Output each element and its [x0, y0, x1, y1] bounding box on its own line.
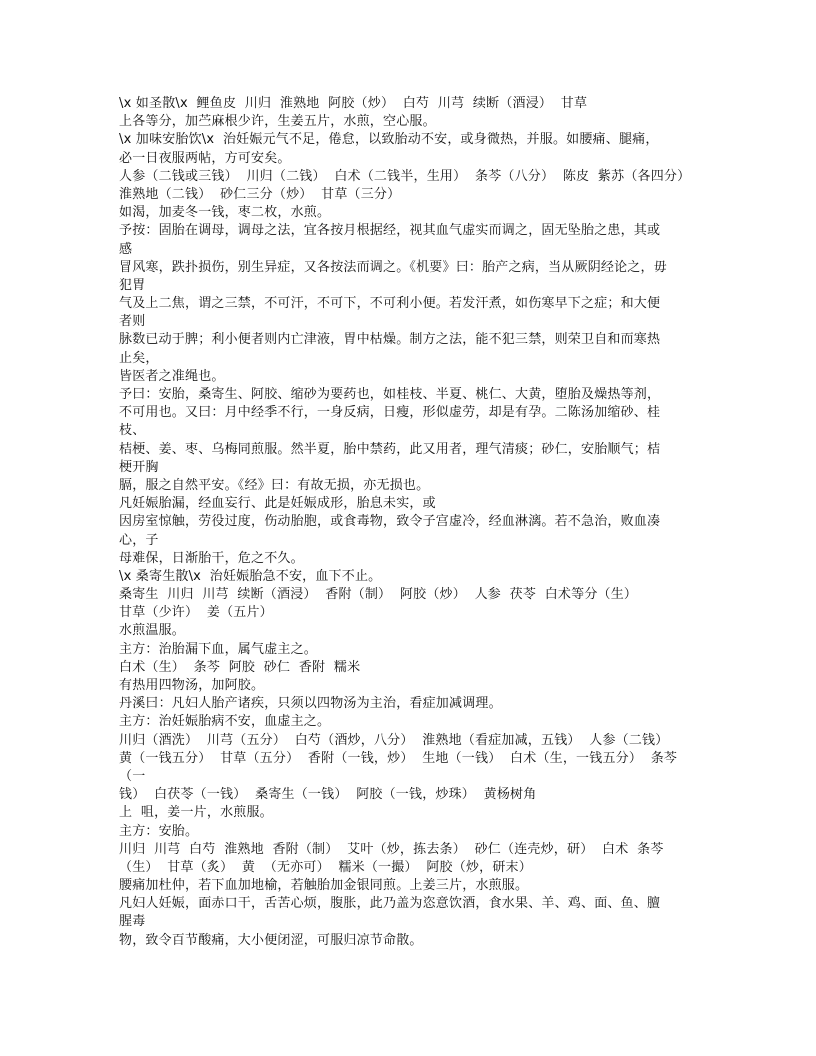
text-line: \x 桑寄生散\x 治妊娠胎急不安，血下不止。 [119, 568, 382, 584]
document-page [119, 95, 719, 950]
text-line: 予按：固胎在调母，调母之法，宜各按月根据经，视其血气虚实而调之，固无坠胎之患，其或 [119, 223, 661, 239]
text-line: 皆医者之准绳也。 [119, 368, 225, 384]
text-line: 有热用四物汤，加阿胶。 [119, 678, 265, 693]
text-line: 上各等分，加苎麻根少许，生姜五片，水煎，空心服。 [119, 114, 436, 130]
text-line: 黄（一钱五分） 甘草（五分） 香附（一钱，炒） 生地（一钱） 白术（生，一钱五分） 条芩 [119, 750, 678, 766]
text-line: 主方：安胎。 [119, 823, 199, 839]
text-line: \x 如圣散\x 鲤鱼皮 川归 淮熟地 阿胶（炒） 白芍 川芎 续断（酒浸） 甘草 [119, 96, 588, 111]
text-line: 凡妇人妊娠，面赤口干，舌苦心烦，腹胀，此乃盖为恣意饮酒，食水果、羊、鸡、面、鱼、膻 [119, 896, 661, 912]
text-line: 枝、 [119, 423, 146, 439]
text-line: 桔梗、姜、枣、乌梅同煎服。然半夏，胎中禁药，此又用者，理气清痰；砂仁，安胎顺气；桔 [119, 441, 661, 457]
text-line: 因房室惊触，劳役过度，伤动胎胞，或食毒物，致令子宫虚冷，经血淋漓。若不急治，败血凑 [119, 514, 661, 530]
text-line: 主方：治胎漏下血，属气虚主之。 [119, 641, 318, 657]
text-line: 丹溪曰：凡妇人胎产诸疾，只须以四物汤为主治，看症加减调理。 [119, 696, 502, 712]
text-line: （生） 甘草（炙） 黄 （无亦可） 糯米（一撮） 阿胶（炒，研末） [119, 859, 532, 875]
text-line: 川归 川芎 白芍 淮熟地 香附（制） 艾叶（炒，拣去条） 砂仁（连壳炒，研） 白术 条芩 [119, 841, 664, 857]
text-line: 不可用也。又曰：月中经季不行，一身反病，日瘦，形似虚劳，却是有孕。二陈汤加缩砂、桂 [119, 405, 661, 421]
text-line: 物，致令百节酸痛，大小便闭涩，可服归凉节命散。 [119, 932, 423, 948]
text-line: 人参（二钱或三钱） 川归（二钱） 白术（二钱半，生用） 条芩（八分） 陈皮 紫苏（各四分） [119, 168, 691, 184]
text-line: 桑寄生 川归 川芎 续断（酒浸） 香附（制） 阿胶（炒） 人参 茯苓 白术等分（生） [119, 587, 638, 603]
text-line: 犯胃 [119, 277, 146, 293]
text-line: 淮熟地（二钱） 砂仁三分（炒） 甘草（三分） [119, 186, 401, 202]
text-line: 膈，服之自然平安。《经》曰：有故无损，亦无损也。 [119, 477, 430, 493]
text-line: 甘草（少许） 姜（五片） [119, 605, 273, 621]
text-line: 腥毒 [119, 914, 146, 930]
text-line: 腰痛加杜仲，若下血加地榆，若触胎加金银同煎。上姜三片，水煎服。 [119, 878, 529, 894]
text-line: 者则 [119, 314, 146, 330]
text-line: （一 [119, 768, 146, 784]
text-line: 如渴，加麦冬一钱，枣二枚，水煎。 [119, 205, 331, 221]
text-line: 脉数已动于脾；利小便者则内亡津液，胃中枯燥。制方之法，能不犯三禁，则荣卫自和而寒热 [119, 332, 661, 348]
text-line: 川归（酒洗） 川芎（五分） 白芍（酒炒，八分） 淮熟地（看症加减，五钱） 人参（二钱） [119, 732, 669, 748]
text-line: 白术（生） 条芩 阿胶 砂仁 香附 糯米 [119, 659, 361, 675]
text-line: 钱） 白茯苓（一钱） 桑寄生（一钱） 阿胶（一钱，炒珠） 黄杨树角 [119, 787, 537, 803]
text-line: 止矣， [119, 350, 159, 366]
text-line: 主方：治妊娠胎病不安，血虚主之。 [119, 714, 331, 730]
text-line: 心，子 [119, 532, 159, 548]
text-line: 母难保，日渐胎干，危之不久。 [119, 550, 304, 566]
text-line: \x 加味安胎饮\x 治妊娠元气不足，倦怠，以致胎动不安，或身微热，并服。如腰痛、腿痛， [119, 132, 659, 148]
text-line: 必一日夜服两帖，方可安矣。 [119, 150, 291, 166]
text-line: 凡妊娠胎漏，经血妄行、此是妊娠成形，胎息未实，或 [119, 496, 436, 512]
text-line: 气及上二焦，谓之三禁，不可汗，不可下，不可利小便。若发汗煮，如伤寒早下之症；和大便 [119, 296, 661, 312]
text-line: 予曰：安胎，桑寄生、阿胶、缩砂为要药也，如桂枝、半夏、桃仁、大黄，堕胎及燥热等剂， [119, 387, 661, 402]
text-line: 水煎温服。 [119, 623, 186, 639]
text-line: 上 咀，姜一片，水煎服。 [119, 805, 273, 821]
text-line: 梗开胸 [119, 459, 159, 475]
text-line: 冒风寒，跌扑损伤，别生异症，又各按法而调之。《机要》曰：胎产之病，当从厥阴经论之，毋 [119, 259, 667, 275]
text-line: 感 [119, 241, 133, 257]
